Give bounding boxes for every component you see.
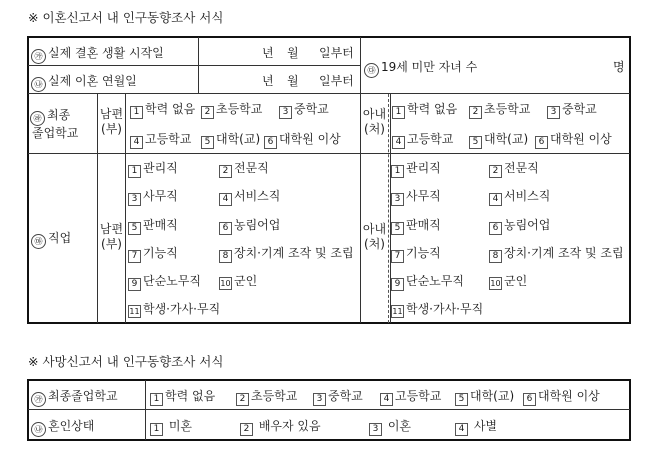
death-edu-option[interactable]: 5 대학(교) <box>455 387 514 406</box>
wife-edu-option[interactable]: 6 대학원 이상 <box>535 130 612 149</box>
husband-job-option[interactable]: 1 관리직 <box>128 159 178 178</box>
divorce-date-label: ㉯ 실제 이혼 연월일 <box>31 72 137 92</box>
divorce-form-title: ※ 이혼신고서 내 인구동향조사 서식 <box>28 10 224 25</box>
divider <box>145 380 146 440</box>
husband-job-option[interactable]: 10 군인 <box>220 274 258 288</box>
month-unit: 월 <box>287 46 299 60</box>
wife-edu-option[interactable]: 1 학력 없음 <box>392 100 457 119</box>
marriage-start-label: ㉮ 실제 결혼 생활 시작일 <box>31 44 164 64</box>
husband-edu-option[interactable]: 1 학력 없음 <box>130 100 195 119</box>
husband-edu-option[interactable]: 6 대학원 이상 <box>264 130 341 149</box>
wife-job-option[interactable]: 6 농림어업 <box>489 216 550 235</box>
marital-option[interactable]: 2 배우자 있음 <box>240 417 321 436</box>
wife-job-option[interactable]: 7 기능직 <box>391 244 441 263</box>
husband-edu-option[interactable]: 2 초등학교 <box>201 100 262 119</box>
wife-edu-option[interactable]: 2 초등학교 <box>469 100 530 119</box>
wife-job-option[interactable]: 8 장치·기계 조작 및 조립 <box>489 244 624 263</box>
husband-job-option[interactable]: 2 전문직 <box>219 159 269 178</box>
occupation-label: ㉲ 직업 <box>31 229 71 249</box>
marital-option[interactable]: 3 이혼 <box>369 417 411 436</box>
death-edu-option[interactable]: 6 대학원 이상 <box>523 387 600 406</box>
wife-label: 아내 (처) <box>362 107 387 136</box>
divider <box>388 94 389 323</box>
day-unit: 일부터 <box>319 46 354 60</box>
husband-job-option[interactable]: 5 판매직 <box>128 216 178 235</box>
husband-job-option[interactable]: 4 서비스직 <box>219 187 280 206</box>
divider <box>198 37 199 93</box>
divider <box>28 93 630 94</box>
death-edu-option[interactable]: 2 초등학교 <box>236 387 297 406</box>
children-count-unit: 명 <box>613 60 625 74</box>
wife-job-option[interactable]: 3 사무직 <box>391 187 441 206</box>
divider <box>28 65 360 66</box>
death-education-label: ㉮ 최종졸업학교 <box>31 387 118 407</box>
husband-edu-option[interactable]: 3 중학교 <box>279 100 329 119</box>
husband-job-option[interactable]: 8 장치·기계 조작 및 조립 <box>219 244 354 263</box>
wife-job-option[interactable]: 5 판매직 <box>391 216 441 235</box>
children-count-label: ㉰ 19세 미만 자녀 수 <box>364 58 477 78</box>
marital-status-label: ㉯ 혼인상태 <box>31 417 94 437</box>
husband-edu-option[interactable]: 5 대학(교) <box>201 130 260 149</box>
month-unit: 월 <box>287 74 299 88</box>
death-form-title: ※ 사망신고서 내 인구동향조사 서식 <box>28 354 224 369</box>
wife-job-option[interactable]: 2 전문직 <box>489 159 539 178</box>
husband-label: 남편 (부) <box>99 222 124 251</box>
year-unit: 년 <box>262 46 274 60</box>
husband-edu-option[interactable]: 4 고등학교 <box>130 130 191 149</box>
wife-job-option[interactable]: 9 단순노무직 <box>391 272 464 291</box>
husband-job-option[interactable]: 11 학생·가사·무직 <box>129 302 221 316</box>
marital-option[interactable]: 1 미혼 <box>150 417 192 436</box>
death-edu-option[interactable]: 1 학력 없음 <box>150 387 215 406</box>
husband-job-option[interactable]: 3 사무직 <box>128 187 178 206</box>
divider <box>28 153 630 154</box>
wife-job-option[interactable]: 11 학생·가사·무직 <box>392 302 484 316</box>
day-unit: 일부터 <box>319 74 354 88</box>
husband-job-option[interactable]: 7 기능직 <box>128 244 178 263</box>
year-unit: 년 <box>262 74 274 88</box>
divider <box>28 409 630 410</box>
husband-label: 남편 (부) <box>99 107 124 136</box>
wife-job-option[interactable]: 1 관리직 <box>391 159 441 178</box>
wife-job-option[interactable]: 10 군인 <box>490 274 528 288</box>
wife-edu-option[interactable]: 3 중학교 <box>547 100 597 119</box>
husband-job-option[interactable]: 9 단순노무직 <box>128 272 201 291</box>
education-label: ㉱ 최종 졸업학교 <box>32 108 79 140</box>
divider <box>125 94 126 323</box>
marital-option[interactable]: 4 사별 <box>455 417 497 436</box>
death-edu-option[interactable]: 4 고등학교 <box>380 387 441 406</box>
wife-edu-option[interactable]: 5 대학(교) <box>469 130 528 149</box>
wife-label: 아내 (처) <box>362 222 387 251</box>
death-edu-option[interactable]: 3 중학교 <box>313 387 363 406</box>
husband-job-option[interactable]: 6 농림어업 <box>219 216 280 235</box>
wife-edu-option[interactable]: 4 고등학교 <box>392 130 453 149</box>
wife-job-option[interactable]: 4 서비스직 <box>489 187 550 206</box>
divider <box>360 37 361 323</box>
